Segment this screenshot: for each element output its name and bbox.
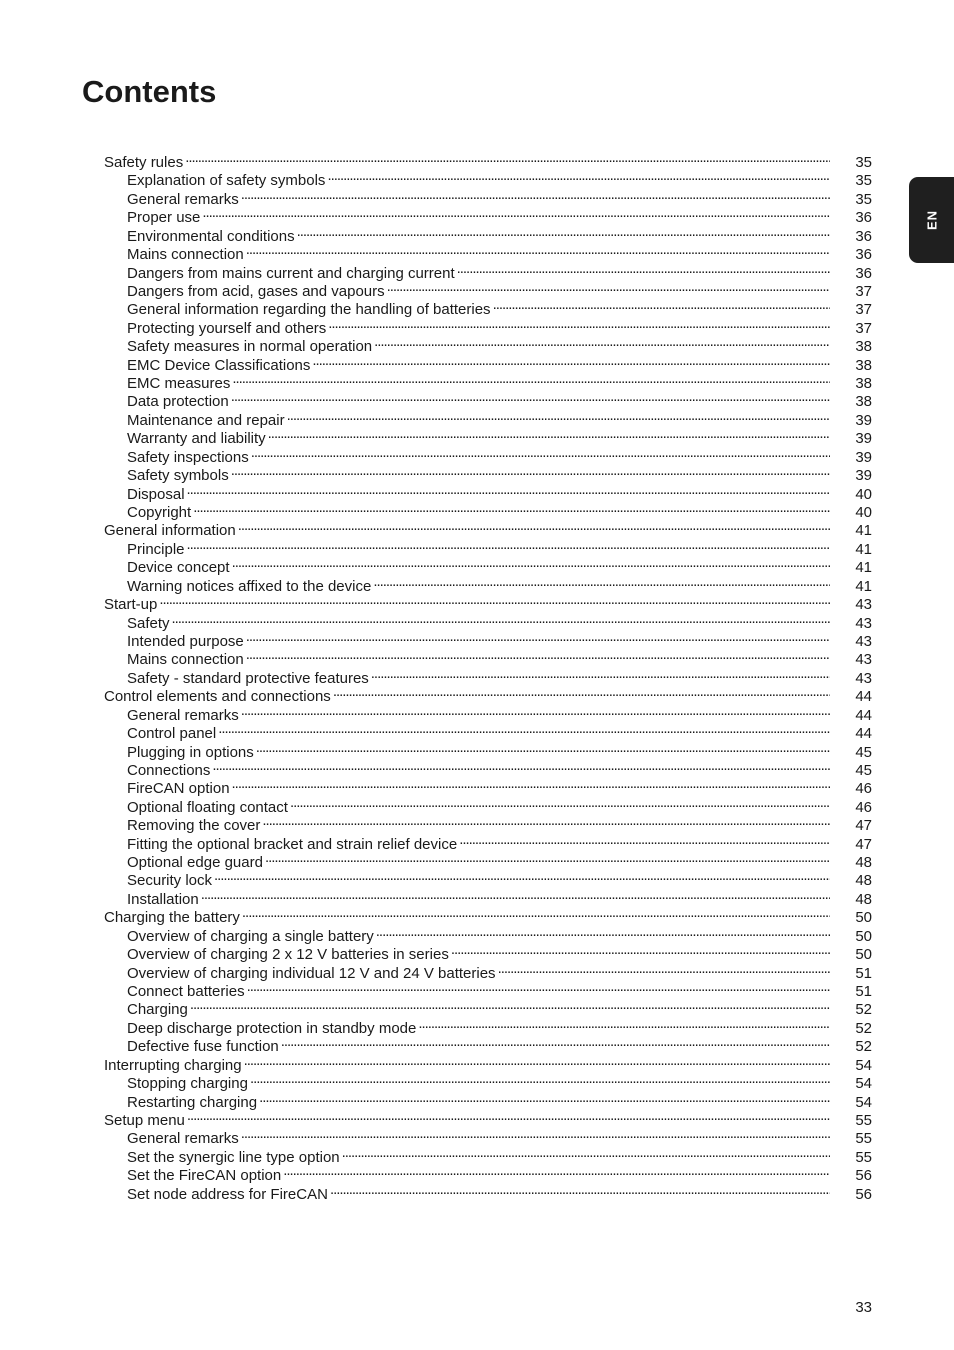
toc-dot-leader bbox=[262, 812, 830, 830]
toc-entry-page: 47 bbox=[855, 835, 872, 853]
toc-entry-page: 46 bbox=[855, 798, 872, 816]
toc-entry-label: Safety rules bbox=[104, 154, 184, 171]
toc-entry-label: Proper use bbox=[127, 209, 201, 227]
toc-dot-leader bbox=[241, 186, 830, 204]
toc-entry-page: 52 bbox=[855, 1019, 872, 1037]
toc-dot-leader bbox=[187, 1107, 830, 1125]
toc-dot-leader bbox=[247, 978, 830, 996]
toc-entry-page: 55 bbox=[855, 1148, 872, 1166]
toc-entry-label: Overview of charging a single battery bbox=[127, 927, 374, 945]
toc-entry-label: General remarks bbox=[127, 706, 239, 724]
toc-dot-leader bbox=[498, 960, 830, 978]
page-number: 33 bbox=[855, 1299, 872, 1316]
toc-entry-label: Charging the battery bbox=[104, 909, 240, 927]
toc-entry-page: 41 bbox=[855, 577, 872, 595]
toc-dot-leader bbox=[246, 241, 830, 259]
toc-dot-leader bbox=[330, 1181, 830, 1199]
toc-dot-leader bbox=[268, 425, 830, 443]
toc-entry-label: Protecting yourself and others bbox=[127, 319, 327, 337]
toc-entry-label: Removing the cover bbox=[127, 817, 261, 835]
toc-entry-label: Mains connection bbox=[127, 651, 244, 669]
toc-entry-label: Principle bbox=[127, 540, 185, 558]
toc-entry-page: 52 bbox=[855, 1001, 872, 1019]
toc-entry-page: 51 bbox=[855, 982, 872, 1000]
toc-entry-page: 43 bbox=[855, 669, 872, 687]
toc-entry-page: 48 bbox=[855, 890, 872, 908]
toc-section-entry[interactable] bbox=[104, 517, 872, 540]
toc-entry-label: Disposal bbox=[127, 485, 185, 503]
toc-dot-leader bbox=[493, 296, 830, 314]
toc-dot-leader bbox=[281, 1033, 830, 1051]
toc-dot-leader bbox=[251, 444, 830, 462]
toc-entry-label: Control elements and connections bbox=[104, 688, 331, 706]
toc-entry-page: 41 bbox=[855, 522, 872, 540]
toc-subsection-entry[interactable] bbox=[104, 610, 872, 632]
toc-dot-leader bbox=[256, 739, 830, 757]
toc-entry-label: Set the synergic line type option bbox=[127, 1148, 340, 1166]
toc-dot-leader bbox=[238, 517, 830, 535]
toc-entry-page: 50 bbox=[855, 927, 872, 945]
toc-subsection-entry[interactable] bbox=[104, 499, 872, 522]
toc-dot-leader bbox=[187, 481, 830, 499]
toc-entry-page: 36 bbox=[855, 227, 872, 245]
toc-dot-leader bbox=[193, 499, 830, 517]
toc-entry-page: 41 bbox=[855, 559, 872, 577]
toc-entry-page: 51 bbox=[855, 964, 872, 982]
toc-dot-leader bbox=[241, 1125, 830, 1143]
toc-dot-leader bbox=[242, 904, 830, 922]
toc-dot-leader bbox=[218, 720, 830, 738]
toc-entry-page: 54 bbox=[855, 1093, 872, 1111]
toc-entry-label: FireCAN option bbox=[127, 780, 230, 798]
toc-entry-page: 36 bbox=[855, 209, 872, 227]
toc-dot-leader bbox=[376, 923, 830, 941]
toc-entry-page: 52 bbox=[855, 1038, 872, 1056]
toc-entry-page: 35 bbox=[855, 172, 872, 190]
toc-entry-label: Data protection bbox=[127, 393, 229, 411]
toc-entry-page: 56 bbox=[855, 1185, 872, 1203]
toc-entry-label: Safety inspections bbox=[127, 448, 249, 466]
table-of-contents bbox=[104, 149, 872, 1203]
toc-entry-page: 48 bbox=[855, 854, 872, 872]
toc-entry-page: 43 bbox=[855, 614, 872, 632]
toc-dot-leader bbox=[342, 1144, 830, 1162]
toc-dot-leader bbox=[250, 1070, 830, 1088]
toc-entry-page: 55 bbox=[855, 1130, 872, 1148]
toc-entry-page: 50 bbox=[855, 909, 872, 927]
toc-dot-leader bbox=[327, 167, 830, 185]
toc-entry-page: 37 bbox=[855, 282, 872, 300]
toc-dot-leader bbox=[190, 996, 830, 1014]
toc-section-entry[interactable] bbox=[104, 149, 872, 171]
toc-entry-page: 35 bbox=[855, 190, 872, 208]
toc-entry-label: Start-up bbox=[104, 596, 158, 614]
toc-entry-label: EMC measures bbox=[127, 375, 231, 393]
toc-dot-leader bbox=[187, 536, 830, 554]
toc-entry-page: 56 bbox=[855, 1167, 872, 1185]
toc-entry-label: Maintenance and repair bbox=[127, 411, 285, 429]
toc-dot-leader bbox=[185, 149, 830, 167]
toc-entry-label: Interrupting charging bbox=[104, 1056, 242, 1074]
toc-entry-page: 47 bbox=[855, 817, 872, 835]
toc-entry-label: Optional floating contact bbox=[127, 798, 288, 816]
toc-dot-leader bbox=[241, 702, 830, 720]
toc-entry-label: Overview of charging 2 x 12 V batteries in series bbox=[127, 946, 449, 964]
toc-entry-page: 38 bbox=[855, 356, 872, 374]
toc-entry-page: 54 bbox=[855, 1056, 872, 1074]
toc-dot-leader bbox=[451, 941, 830, 959]
toc-entry-label: Stopping charging bbox=[127, 1075, 248, 1093]
toc-entry-page: 38 bbox=[855, 338, 872, 356]
toc-subsection-entry[interactable] bbox=[104, 1015, 872, 1037]
toc-subsection-entry[interactable] bbox=[104, 886, 872, 908]
toc-entry-label: Intended purpose bbox=[127, 632, 244, 650]
toc-subsection-entry[interactable] bbox=[104, 757, 872, 779]
toc-entry-label: Mains connection bbox=[127, 246, 244, 264]
toc-dot-leader bbox=[290, 794, 830, 812]
toc-entry-label: General remarks bbox=[127, 190, 239, 208]
toc-dot-leader bbox=[373, 573, 830, 591]
toc-section-entry[interactable] bbox=[104, 904, 872, 927]
toc-entry-label: Device concept bbox=[127, 559, 230, 577]
toc-entry-page: 44 bbox=[855, 725, 872, 743]
toc-dot-leader bbox=[244, 1052, 830, 1070]
toc-entry-page: 44 bbox=[855, 688, 872, 706]
toc-entry-page: 38 bbox=[855, 375, 872, 393]
toc-dot-leader bbox=[374, 333, 830, 351]
toc-subsection-entry[interactable] bbox=[104, 1125, 872, 1148]
toc-entry-label: Copyright bbox=[127, 504, 192, 522]
toc-entry-page: 43 bbox=[855, 632, 872, 650]
toc-entry-page: 43 bbox=[855, 651, 872, 669]
toc-entry-page: 39 bbox=[855, 430, 872, 448]
toc-subsection-entry[interactable] bbox=[104, 223, 872, 245]
page-title: Contents bbox=[82, 74, 217, 109]
toc-subsection-entry[interactable] bbox=[104, 775, 872, 798]
toc-entry-page: 45 bbox=[855, 761, 872, 779]
toc-dot-leader bbox=[259, 1089, 830, 1107]
toc-subsection-entry[interactable] bbox=[104, 739, 872, 761]
toc-entry-label: Connect batteries bbox=[127, 982, 245, 1000]
toc-dot-leader bbox=[232, 775, 830, 793]
toc-dot-leader bbox=[328, 315, 830, 333]
toc-entry-page: 36 bbox=[855, 246, 872, 264]
toc-entry-page: 54 bbox=[855, 1075, 872, 1093]
toc-entry-label: Defective fuse function bbox=[127, 1038, 279, 1056]
toc-dot-leader bbox=[333, 683, 830, 701]
toc-entry-label: Explanation of safety symbols bbox=[127, 172, 326, 190]
toc-entry-label: Safety - standard protective features bbox=[127, 669, 369, 687]
toc-entry-page: 39 bbox=[855, 411, 872, 429]
toc-entry-page: 43 bbox=[855, 596, 872, 614]
toc-entry-page: 45 bbox=[855, 743, 872, 761]
toc-dot-leader bbox=[246, 646, 830, 664]
toc-entry-page: 48 bbox=[855, 872, 872, 890]
toc-entry-label: EMC Device Classifications bbox=[127, 356, 311, 374]
toc-entry-page: 37 bbox=[855, 301, 872, 319]
toc-dot-leader bbox=[159, 591, 830, 609]
toc-subsection-entry[interactable] bbox=[104, 628, 872, 650]
toc-entry-label: Set node address for FireCAN bbox=[127, 1185, 328, 1203]
toc-subsection-entry[interactable] bbox=[104, 167, 872, 190]
toc-entry-label: Safety symbols bbox=[127, 467, 229, 485]
toc-entry-label: Control panel bbox=[127, 725, 217, 743]
toc-entry-page: 55 bbox=[855, 1111, 872, 1129]
toc-dot-leader bbox=[212, 757, 830, 775]
toc-entry-page: 46 bbox=[855, 780, 872, 798]
toc-dot-leader bbox=[172, 610, 830, 628]
toc-entry-page: 50 bbox=[855, 946, 872, 964]
toc-entry-page: 39 bbox=[855, 448, 872, 466]
toc-entry-label: Optional edge guard bbox=[127, 854, 263, 872]
toc-dot-leader bbox=[459, 831, 830, 849]
toc-subsection-entry[interactable] bbox=[104, 536, 872, 558]
toc-entry-page: 39 bbox=[855, 467, 872, 485]
toc-dot-leader bbox=[201, 886, 830, 904]
toc-entry-page: 36 bbox=[855, 264, 872, 282]
toc-entry-page: 35 bbox=[855, 154, 872, 171]
toc-entry-label: Set the FireCAN option bbox=[127, 1167, 282, 1185]
toc-dot-leader bbox=[232, 554, 830, 572]
toc-dot-leader bbox=[231, 388, 830, 406]
toc-subsection-entry[interactable] bbox=[104, 204, 872, 227]
toc-dot-leader bbox=[246, 628, 830, 646]
toc-section-entry[interactable] bbox=[104, 1107, 872, 1129]
toc-entry-label: Charging bbox=[127, 1001, 188, 1019]
toc-entry-label: General remarks bbox=[127, 1130, 239, 1148]
toc-entry-label: Dangers from acid, gases and vapours bbox=[127, 282, 385, 300]
toc-entry-label: Installation bbox=[127, 890, 199, 908]
toc-section-entry[interactable] bbox=[104, 591, 872, 614]
toc-dot-leader bbox=[457, 260, 830, 278]
toc-entry-label: Dangers from mains current and charging current bbox=[127, 264, 455, 282]
toc-entry-label: Restarting charging bbox=[127, 1093, 258, 1111]
toc-entry-label: Environmental conditions bbox=[127, 227, 295, 245]
toc-subsection-entry[interactable] bbox=[104, 867, 872, 890]
toc-dot-leader bbox=[287, 407, 830, 425]
language-tab-label: EN bbox=[924, 209, 939, 231]
toc-entry-label: Safety measures in normal operation bbox=[127, 338, 373, 356]
toc-subsection-entry[interactable] bbox=[104, 996, 872, 1019]
toc-entry-label: Security lock bbox=[127, 872, 213, 890]
toc-entry-label: Plugging in options bbox=[127, 743, 254, 761]
toc-entry-page: 40 bbox=[855, 485, 872, 503]
toc-entry-label: Fitting the optional bracket and strain relief device bbox=[127, 835, 458, 853]
toc-entry-label: Deep discharge protection in standby mode bbox=[127, 1019, 417, 1037]
toc-entry-label: Overview of charging individual 12 V and 24 V batteries bbox=[127, 964, 496, 982]
toc-dot-leader bbox=[371, 665, 830, 683]
toc-entry-label: General information regarding the handling of batteries bbox=[127, 301, 491, 319]
toc-entry-label: Safety bbox=[127, 614, 170, 632]
toc-dot-leader bbox=[202, 204, 830, 222]
toc-entry-page: 37 bbox=[855, 319, 872, 337]
toc-entry-page: 41 bbox=[855, 540, 872, 558]
toc-entry-page: 40 bbox=[855, 504, 872, 522]
toc-dot-leader bbox=[387, 278, 830, 296]
toc-dot-leader bbox=[283, 1162, 830, 1180]
toc-dot-leader bbox=[265, 849, 830, 867]
toc-subsection-entry[interactable] bbox=[104, 554, 872, 577]
toc-dot-leader bbox=[297, 223, 830, 241]
toc-dot-leader bbox=[231, 462, 830, 480]
toc-entry-label: Setup menu bbox=[104, 1111, 185, 1129]
toc-subsection-entry[interactable] bbox=[104, 481, 872, 503]
toc-dot-leader bbox=[214, 867, 830, 885]
language-tab bbox=[909, 177, 954, 263]
toc-dot-leader bbox=[418, 1015, 830, 1033]
toc-entry-label: Connections bbox=[127, 761, 211, 779]
toc-dot-leader bbox=[312, 352, 830, 370]
toc-entry-label: Warranty and liability bbox=[127, 430, 266, 448]
toc-subsection-entry[interactable] bbox=[104, 720, 872, 743]
toc-entry-label: Warning notices affixed to the device bbox=[127, 577, 372, 595]
toc-dot-leader bbox=[232, 370, 830, 388]
toc-entry-page: 44 bbox=[855, 706, 872, 724]
toc-entry-page: 38 bbox=[855, 393, 872, 411]
toc-entry-label: General information bbox=[104, 522, 236, 540]
